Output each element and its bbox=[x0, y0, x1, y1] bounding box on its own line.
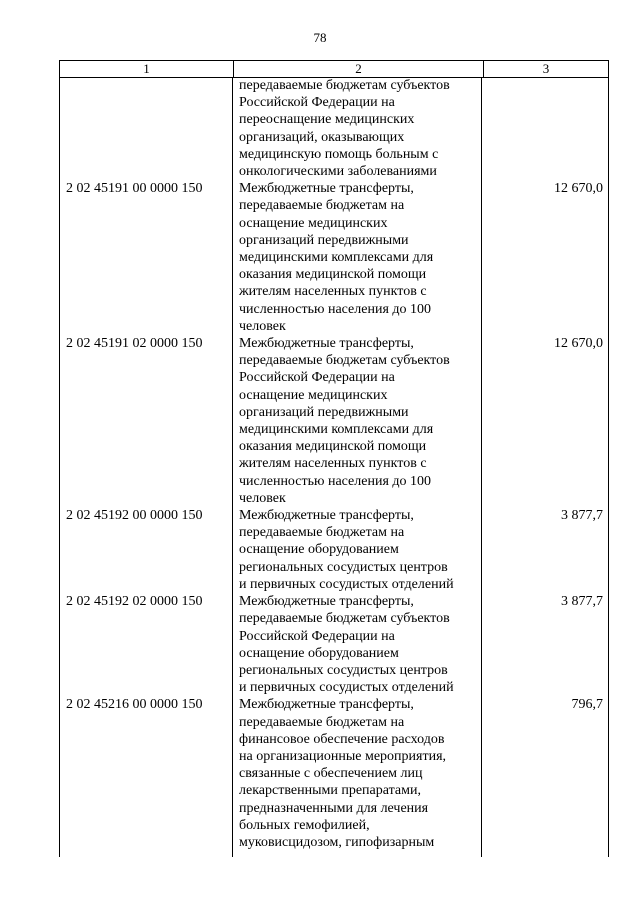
header-col-2: 2 bbox=[234, 61, 484, 77]
row-code: 2 02 45191 00 0000 150 bbox=[66, 181, 203, 197]
continuation-amount bbox=[482, 77, 608, 180]
table-header bbox=[59, 60, 609, 78]
row-description: Межбюджетные трансферты, передаваемые бюджетам на оснащение оборудованием региональных сосудистых центров и первичных сосудистых отделений bbox=[239, 508, 454, 592]
row-code: 2 02 45216 00 0000 150 bbox=[66, 697, 203, 713]
table-row bbox=[60, 507, 608, 593]
row-code: 2 02 45192 00 0000 150 bbox=[66, 508, 203, 524]
row-description: Межбюджетные трансферты, передаваемые бюджетам субъектов Российской Федерации на оснащение медицинских организаций передвижными медицинскими комплексами для оказания медицинской помощи жителям населенных пунктов с численностью населения до 100 человек bbox=[239, 336, 450, 506]
budget-table bbox=[59, 77, 609, 857]
table-row bbox=[60, 180, 608, 335]
row-amount: 3 877,7 bbox=[561, 508, 603, 524]
row-description: Межбюджетные трансферты, передаваемые бюджетам на финансовое обеспечение расходов на организационные мероприятия, связанные с обеспечением лиц лекарственными препаратами, предназначенными для лечения больных гемофилией, муковисцидозом, гипофизарным bbox=[239, 697, 447, 850]
row-description: Межбюджетные трансферты, передаваемые бюджетам на оснащение медицинских организаций передвижными медицинскими комплексами для оказания медицинской помощи жителям населенных пунктов с численностью населения до 100 человек bbox=[239, 181, 434, 334]
row-amount: 3 877,7 bbox=[561, 594, 603, 610]
row-code: 2 02 45192 02 0000 150 bbox=[66, 594, 203, 610]
header-col-1: 1 bbox=[60, 61, 234, 77]
row-amount: 12 670,0 bbox=[554, 336, 603, 352]
table-row bbox=[60, 335, 608, 507]
continuation-description: передаваемые бюджетам субъектов Российской Федерации на переоснащение медицинских организаций, оказывающих медицинскую помощь больным с онкологическими заболеваниями bbox=[239, 78, 450, 180]
continuation-row bbox=[60, 77, 608, 180]
row-amount: 796,7 bbox=[571, 697, 603, 713]
page-number: 78 bbox=[313, 30, 327, 45]
row-description: Межбюджетные трансферты, передаваемые бюджетам субъектов Российской Федерации на оснащение оборудованием региональных сосудистых центров и первичных сосудистых отделений bbox=[239, 594, 454, 696]
header-col-3: 3 bbox=[542, 61, 550, 76]
table-row bbox=[60, 696, 608, 851]
row-code: 2 02 45191 02 0000 150 bbox=[66, 336, 203, 352]
continuation-code bbox=[60, 77, 233, 180]
table-row bbox=[60, 593, 608, 696]
row-amount: 12 670,0 bbox=[554, 181, 603, 197]
